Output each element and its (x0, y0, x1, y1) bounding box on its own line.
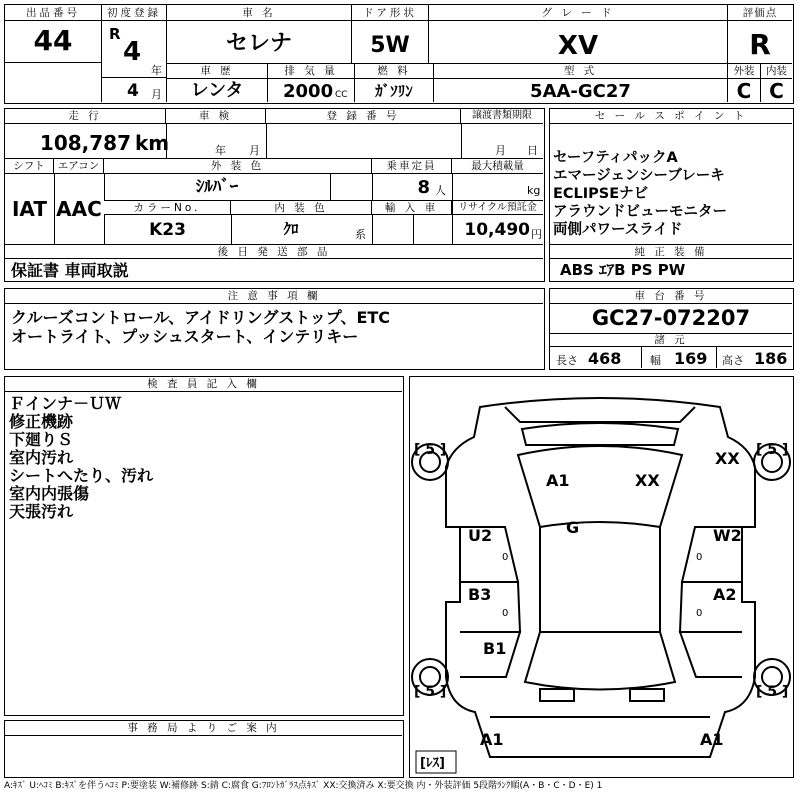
sep (102, 77, 166, 78)
reg-month: 4 (127, 81, 139, 101)
inspection-year-unit: 年 (215, 144, 226, 157)
door-mark: 0 (696, 552, 703, 563)
transfer-label: 譲渡書類期限 (461, 109, 543, 124)
lot-number: 44 (33, 24, 73, 57)
roof (540, 527, 660, 632)
fuel-label: 燃 料 (355, 66, 433, 78)
mileage-label: 走 行 (5, 109, 166, 124)
office-label: 事 務 局 よ り ご 案 内 (5, 721, 402, 736)
width: 169 (674, 349, 708, 368)
ac: AAC (56, 197, 102, 221)
sep (266, 124, 267, 158)
sales-point: 両側パワースライド (553, 222, 683, 238)
inspector-line: 天張汚れ (9, 502, 74, 521)
damage-mark: A1 (480, 730, 504, 749)
tire-front-right: [ 5 ] (756, 442, 789, 458)
chassis-number: GC27-072207 (591, 306, 751, 330)
shift-label: シフト (5, 159, 54, 174)
sep (330, 174, 331, 200)
hood-grille (522, 423, 678, 445)
reg-no-label: 登 録 番 号 (266, 109, 461, 124)
sep (167, 78, 727, 79)
door-type: 5W (370, 33, 410, 58)
sales-points-section (549, 108, 794, 282)
recycle-unit: 円 (531, 228, 542, 241)
rear-window (525, 632, 675, 690)
sep (716, 347, 717, 368)
model-label: 型 式 (434, 66, 727, 78)
damage-mark: XX (715, 449, 740, 468)
sales-point: セーフティパックA (553, 150, 678, 166)
shift: IAT (11, 197, 47, 221)
grade: XV (557, 31, 599, 61)
sales-point: エマージェンシーブレーキ (553, 168, 725, 184)
capacity: 8 (417, 177, 430, 198)
vehicle-details-section (4, 108, 545, 282)
door-mark: 0 (502, 608, 509, 619)
sep (461, 124, 462, 158)
damage-mark: A2 (713, 585, 737, 604)
sales-point: ECLIPSEナビ (553, 186, 649, 202)
chassis-section (549, 288, 794, 370)
import-label: 輸 入 車 (372, 201, 452, 215)
office-section (4, 720, 404, 778)
notes-section (4, 288, 545, 370)
ext-color: ｼﾙﾊﾞｰ (195, 177, 239, 197)
grade-label: グ レ ー ド (429, 5, 727, 21)
damage-mark: A1 (700, 730, 724, 749)
rear-light-left (540, 689, 574, 701)
later-label: 後 日 発 送 部 品 (5, 245, 543, 259)
tire-rear-right: [ 5 ] (756, 684, 789, 700)
tire-front-left: [ 5 ] (414, 442, 447, 458)
car-diagram (410, 377, 792, 776)
damage-diagram-section (409, 376, 794, 778)
damage-mark: A1 (546, 471, 570, 490)
length-label: 長さ (556, 354, 578, 367)
damage-mark: W2 (713, 526, 742, 545)
later-items: 保証書 車両取説 (11, 261, 129, 280)
max-load-unit: kg (527, 184, 541, 197)
displacement-unit: CC (335, 90, 348, 100)
int-color: ｸﾛ (283, 220, 299, 238)
color-no: K23 (149, 220, 186, 240)
note-line: クルーズコントロール、アイドリングストップ、ETC (11, 308, 391, 327)
right-rear-quarter (680, 632, 742, 677)
lot-label: 出品番号 (5, 5, 101, 21)
inspector-line: 室内内張傷 (9, 484, 90, 503)
capacity-unit: 人 (435, 184, 446, 197)
year-unit: 年 (151, 64, 162, 77)
sep (166, 124, 167, 158)
equipment: ABS ｴｱB PS PW (560, 261, 686, 279)
width-label: 幅 (650, 354, 661, 367)
mileage: 108,787 (39, 131, 131, 155)
fuel: ｶﾞｿﾘﾝ (375, 82, 413, 100)
car-name: セレナ (225, 31, 292, 56)
interior-grade: C (769, 79, 784, 103)
damage-mark: B1 (483, 639, 507, 658)
displacement-label: 排 気 量 (268, 66, 354, 78)
exterior-label: 外装 (733, 65, 755, 77)
mileage-unit: km (135, 131, 170, 155)
inspector-section (4, 376, 404, 716)
rear-light-right (630, 689, 664, 701)
history: レンタ (190, 80, 244, 101)
damage-mark: B3 (468, 585, 492, 604)
inspector-line: 下廻りＳ (9, 430, 74, 449)
history-label: 車 歴 (167, 66, 267, 78)
header-section (4, 4, 794, 104)
exterior-grade: C (736, 79, 752, 103)
rating-label: 評価点 (728, 5, 792, 21)
model-code: 5AA-GC27 (530, 81, 631, 102)
transfer-month-unit: 月 (495, 144, 506, 157)
sep (641, 347, 642, 368)
transfer-day-unit: 日 (527, 144, 538, 157)
inspector-line: 室内汚れ (9, 448, 74, 467)
month-unit: 月 (151, 88, 162, 101)
equipment-label: 純 正 装 備 (550, 245, 792, 259)
color-no-label: カラーNo. (104, 201, 231, 215)
height-label: 高さ (722, 354, 744, 367)
sep (413, 215, 414, 244)
tire-rear-left: [ 5 ] (414, 684, 447, 700)
door-label: ドア形状 (352, 5, 428, 21)
notes-label: 注 意 事 項 欄 (5, 289, 543, 304)
door-mark: 0 (696, 608, 703, 619)
damage-mark: U2 (468, 526, 493, 545)
recycle-fee: 10,490 (464, 220, 530, 240)
int-color-unit: 系 (355, 228, 366, 241)
spare-tire: [ﾚｽ] (420, 756, 445, 771)
sep (167, 63, 727, 64)
inspector-line: Ｆインナ－ＵＷ (9, 394, 122, 413)
body-outline (446, 398, 755, 757)
int-color-label: 内 装 色 (231, 201, 372, 215)
car-name-label: 車 名 (167, 5, 351, 21)
inspection-month-unit: 月 (249, 144, 260, 157)
damage-mark: G (566, 518, 580, 537)
first-reg-label: 初度登録 (102, 5, 166, 21)
damage-mark: XX (635, 471, 660, 490)
reg-year: 4 (123, 37, 142, 67)
chassis-label: 車 台 番 号 (550, 289, 792, 304)
capacity-label: 乗車定員 (372, 159, 452, 174)
inspector-label: 検 査 員 記 入 欄 (5, 377, 402, 392)
front-bumper (505, 407, 695, 422)
max-load-label: 最大積載量 (452, 159, 543, 174)
door-mark: 0 (502, 552, 509, 563)
dims-label: 諸 元 (550, 334, 792, 347)
sep (5, 62, 101, 63)
height: 186 (754, 349, 788, 368)
sales-point: アラウンドビューモニター (553, 204, 727, 220)
sales-points-label: セ ー ル ス ポ イ ン ト (550, 109, 792, 124)
inspection-label: 車 検 (166, 109, 266, 124)
inspector-line: シートへたり、汚れ (9, 466, 154, 485)
note-line: オートライト、プッシュスタート、インテリキー (11, 327, 359, 346)
displacement: 2000 (283, 81, 334, 102)
ac-label: エアコン (54, 159, 104, 174)
interior-label: 内装 (766, 65, 787, 77)
recycle-label: リサイクル預託金 (452, 201, 543, 215)
era: R (109, 25, 121, 43)
ext-color-label: 外 装 色 (104, 159, 372, 174)
length: 468 (588, 349, 622, 368)
inspector-line: 修正機跡 (9, 412, 74, 431)
legend: A:ｷｽﾞ U:ﾍｺﾐ B:ｷｽﾞを伴うﾍｺﾐ P:要塗装 W:補修跡 S:錆 C:腐食 G:ﾌﾛﾝﾄｶﾞﾗｽ点ｷｽﾞ XX:交換済み X:要交換 内・外装評価 5段階ﾗﾝｸ順(A・B・C・D・E) 1 (4, 781, 603, 791)
rating: R (749, 28, 771, 61)
